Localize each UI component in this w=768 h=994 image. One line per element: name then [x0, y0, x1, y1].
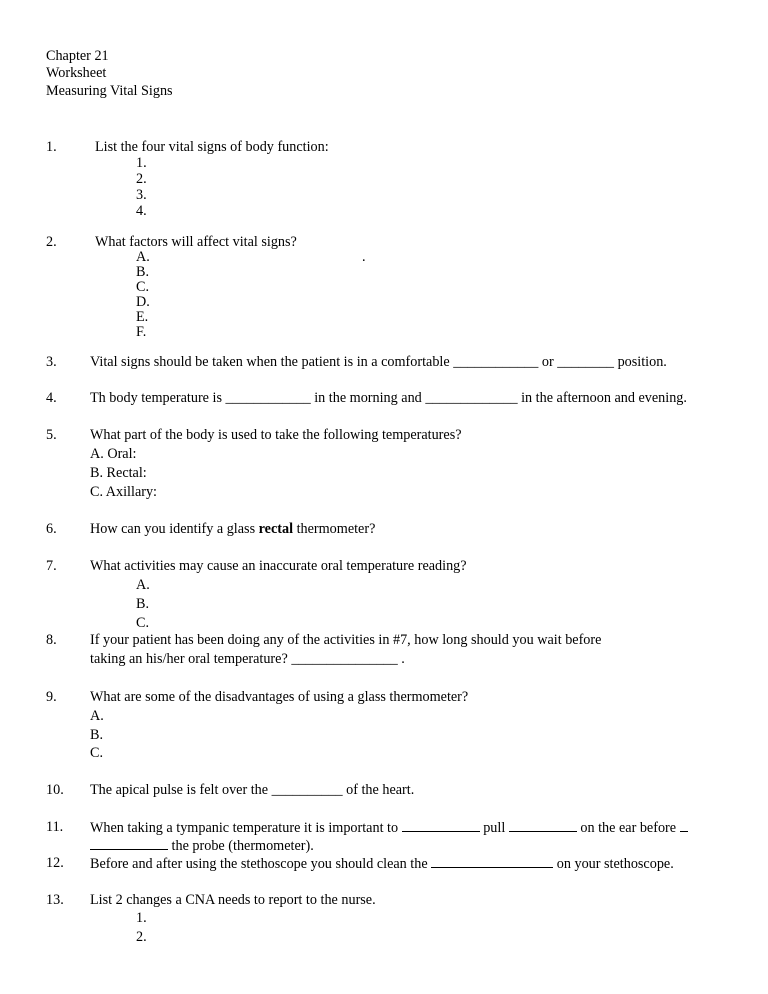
stray-mark: . — [362, 249, 366, 265]
answer-blank[interactable] — [509, 819, 577, 832]
chapter-label: Chapter 21 — [46, 48, 109, 64]
list-item: A. — [90, 708, 104, 724]
question-number: 9. — [46, 689, 57, 705]
text-part: When taking a tympanic temperature it is important to — [90, 820, 399, 836]
text-part: How can you identify a glass — [90, 521, 256, 537]
question-number: 8. — [46, 632, 57, 648]
text-part: on your stethoscope. — [556, 856, 674, 872]
question-text — [90, 855, 674, 872]
question-text — [90, 782, 414, 798]
list-item: B. — [136, 264, 150, 280]
text-part: the probe (thermometer). — [171, 838, 314, 854]
answer-blank[interactable]: ____________ — [225, 390, 311, 406]
answer-blank[interactable]: ____________ — [453, 354, 539, 370]
answer-blank[interactable]: __________ — [271, 782, 343, 798]
text-part: or — [541, 354, 554, 370]
list-item: B. Rectal: — [90, 465, 147, 481]
bold-term: rectal — [258, 521, 294, 537]
question-text: If your patient has been doing any of the activities in #7, how long should you wait before — [90, 632, 602, 648]
list-item: B. — [136, 596, 150, 612]
text-part: of the heart. — [346, 782, 415, 798]
list-item: A. — [136, 577, 150, 593]
question-number: 6. — [46, 521, 57, 537]
text-part: Before and after using the stethoscope you should clean the — [90, 856, 428, 872]
worksheet-label: Worksheet — [46, 65, 107, 81]
text-part: taking an his/her oral temperature? — [90, 651, 288, 667]
answer-blank[interactable]: ________ — [557, 354, 615, 370]
question-number: 2. — [46, 234, 57, 250]
list-item: A. — [136, 249, 150, 265]
page-title: Measuring Vital Signs — [46, 83, 173, 99]
answer-blank[interactable] — [680, 819, 688, 832]
answer-blank[interactable] — [431, 855, 553, 868]
text-part: Th body temperature is — [90, 390, 222, 406]
text-part: pull — [483, 820, 506, 836]
question-number: 13. — [46, 892, 64, 908]
list-item: 1. — [136, 155, 147, 171]
list-item: 4. — [136, 203, 147, 219]
list-item: D. — [136, 294, 150, 310]
answer-blank[interactable]: _______________ — [291, 651, 398, 667]
list-item: C. — [136, 615, 150, 631]
text-part: position. — [617, 354, 667, 370]
list-item: 2. — [136, 929, 147, 945]
list-item: 2. — [136, 171, 147, 187]
list-item: A. Oral: — [90, 446, 137, 462]
question-text: What factors will affect vital signs? — [95, 234, 297, 250]
text-part: The apical pulse is felt over the — [90, 782, 269, 798]
answer-blank[interactable] — [402, 819, 480, 832]
text-part: Vital signs should be taken when the patient is in a comfortable — [90, 354, 450, 370]
question-text-line2 — [90, 651, 405, 667]
question-text — [90, 354, 667, 370]
list-item: F. — [136, 324, 147, 340]
question-number: 1. — [46, 139, 57, 155]
question-text: List the four vital signs of body function: — [95, 139, 329, 155]
text-part: on the ear before — [580, 820, 677, 836]
list-item: B. — [90, 727, 104, 743]
question-number: 10. — [46, 782, 64, 798]
question-text: List 2 changes a CNA needs to report to the nurse. — [90, 892, 376, 908]
question-text: What part of the body is used to take the following temperatures? — [90, 427, 462, 443]
question-number: 3. — [46, 354, 57, 370]
question-text — [90, 390, 687, 406]
text-part: . — [401, 651, 405, 667]
question-number: 12. — [46, 855, 64, 871]
question-text: What are some of the disadvantages of using a glass thermometer? — [90, 689, 469, 705]
list-item: C. Axillary: — [90, 484, 157, 500]
text-part: in the afternoon and evening. — [521, 390, 687, 406]
text-part: in the morning and — [314, 390, 422, 406]
question-number: 5. — [46, 427, 57, 443]
question-text-line2 — [90, 837, 314, 854]
list-item: 1. — [136, 910, 147, 926]
question-number: 11. — [46, 819, 64, 835]
question-number: 7. — [46, 558, 57, 574]
question-text: What activities may cause an inaccurate oral temperature reading? — [90, 558, 467, 574]
list-item: E. — [136, 309, 149, 325]
question-text — [90, 819, 688, 836]
text-part: thermometer? — [296, 521, 376, 537]
question-text — [90, 521, 375, 537]
list-item: C. — [90, 745, 104, 761]
answer-blank[interactable]: _____________ — [425, 390, 518, 406]
list-item: C. — [136, 279, 150, 295]
question-number: 4. — [46, 390, 57, 406]
list-item: 3. — [136, 187, 147, 203]
answer-blank[interactable] — [90, 837, 168, 850]
